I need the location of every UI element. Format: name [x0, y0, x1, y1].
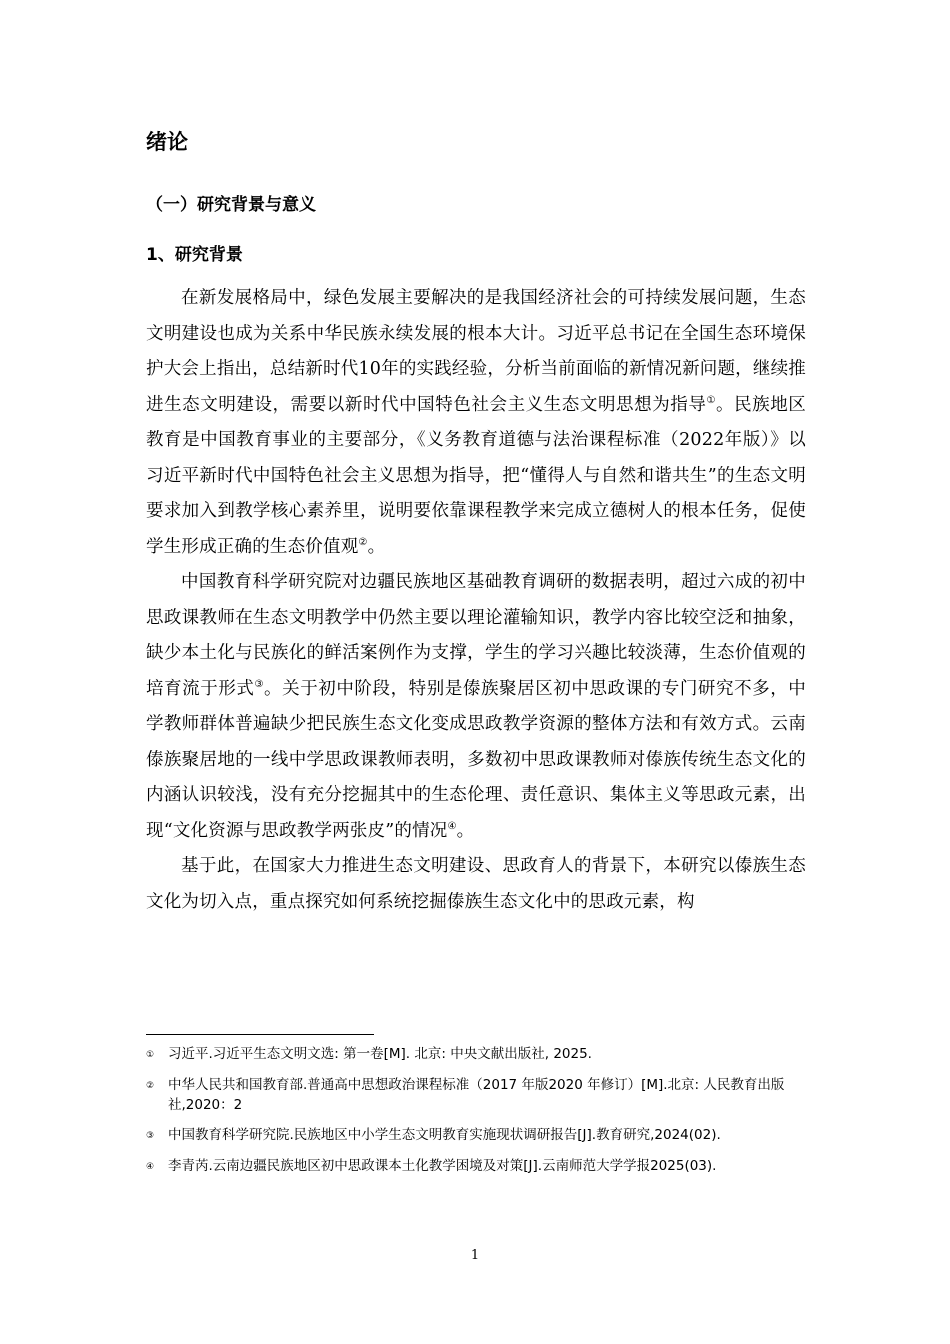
footnote-mark: ④	[146, 1162, 155, 1172]
paragraph-text: 基于此，在国家大力推进生态文明建设、思政育人的背景下，本研究以傣族生态文化为切入点，重点探究如何系统挖掘傣族生态文化中的思政元素，构	[146, 856, 806, 912]
paragraph-3	[146, 849, 806, 920]
footnote	[146, 1156, 806, 1177]
footnote-ref: ③	[254, 678, 265, 690]
footnote-ref: ①	[706, 394, 716, 406]
footnote-mark: ②	[146, 1081, 155, 1091]
paragraph-1	[146, 281, 806, 565]
footnote-text: 中华人民共和国教育部.普通高中思想政治课程标准（2017 年版2020 年修订）[M].北京: 人民教育出版社,2020：2	[168, 1077, 785, 1113]
footnote	[146, 1075, 806, 1115]
footnote-ref: ④	[447, 820, 457, 832]
paragraph-text: 中国教育科学研究院对边疆民族地区基础教育调研的数据表明，超过六成的初中思政课教师在生态文明教学中仍然主要以理论灌输知识，教学内容比较空泛和抽象，缺少本土化与民族化的鲜活案例作为支撑，学生的学习兴趣比较淡薄，生态价值观的培育流于形式	[146, 572, 806, 699]
paragraph-text: 。	[367, 536, 386, 557]
paragraph-text: 。民族地区教育是中国教育事业的主要部分，《义务教育道德与法治课程标准（2022年版）》以习近平新时代中国特色社会主义思想为指导，把“懂得人与自然和谐共生”的生态文明要求加入到教学核心素养里，说明要依靠课程教学来完成立德树人的根本任务，促使学生形成正确的生态价值观	[146, 394, 806, 557]
paragraph-text: 。	[456, 820, 475, 841]
footnote-text: 习近平.习近平生态文明文选: 第一卷[M]. 北京: 中央文献出版社, 2025.	[168, 1046, 592, 1062]
footnotes	[146, 1044, 806, 1187]
subsection-title: 1、研究背景	[146, 245, 243, 265]
footnote-ref: ②	[358, 536, 368, 548]
footnote-mark: ③	[146, 1131, 155, 1141]
footnote-text: 中国教育科学研究院.民族地区中小学生态文明教育实施现状调研报告[J].教育研究,2024(02).	[168, 1127, 721, 1143]
chapter-title: 绪论	[146, 130, 188, 154]
section-title: （一）研究背景与意义	[146, 195, 316, 215]
footnote	[146, 1044, 806, 1065]
footnote-text: 李青芮.云南边疆民族地区初中思政课本土化教学困境及对策[J].云南师范大学学报2025(03).	[168, 1158, 717, 1174]
footnote-mark: ①	[146, 1050, 155, 1060]
footnote-separator	[146, 1034, 374, 1035]
paragraph-text: 。关于初中阶段，特别是傣族聚居区初中思政课的专门研究不多，中学教师群体普遍缺少把民族生态文化变成思政教学资源的整体方法和有效方式。云南傣族聚居地的一线中学思政课教师表明，多数初中思政课教师对傣族传统生态文化的内涵认识较浅，没有充分挖掘其中的生态伦理、责任意识、集体主义等思政元素，出现“文化资源与思政教学两张皮”的情况	[146, 678, 807, 841]
paragraph-text: 在新发展格局中，绿色发展主要解决的是我国经济社会的可持续发展问题，生态文明建设也成为关系中华民族永续发展的根本大计。习近平总书记在全国生态环境保护大会上指出，总结新时代10年的实践经验，分析当前面临的新情况新问题，继续推进生态文明建设，需要以新时代中国特色社会主义生态文明思想为指导	[146, 288, 806, 415]
page-number: 1	[470, 1248, 480, 1263]
footnote	[146, 1125, 806, 1146]
paragraph-2	[146, 565, 806, 849]
body-text	[146, 281, 806, 920]
